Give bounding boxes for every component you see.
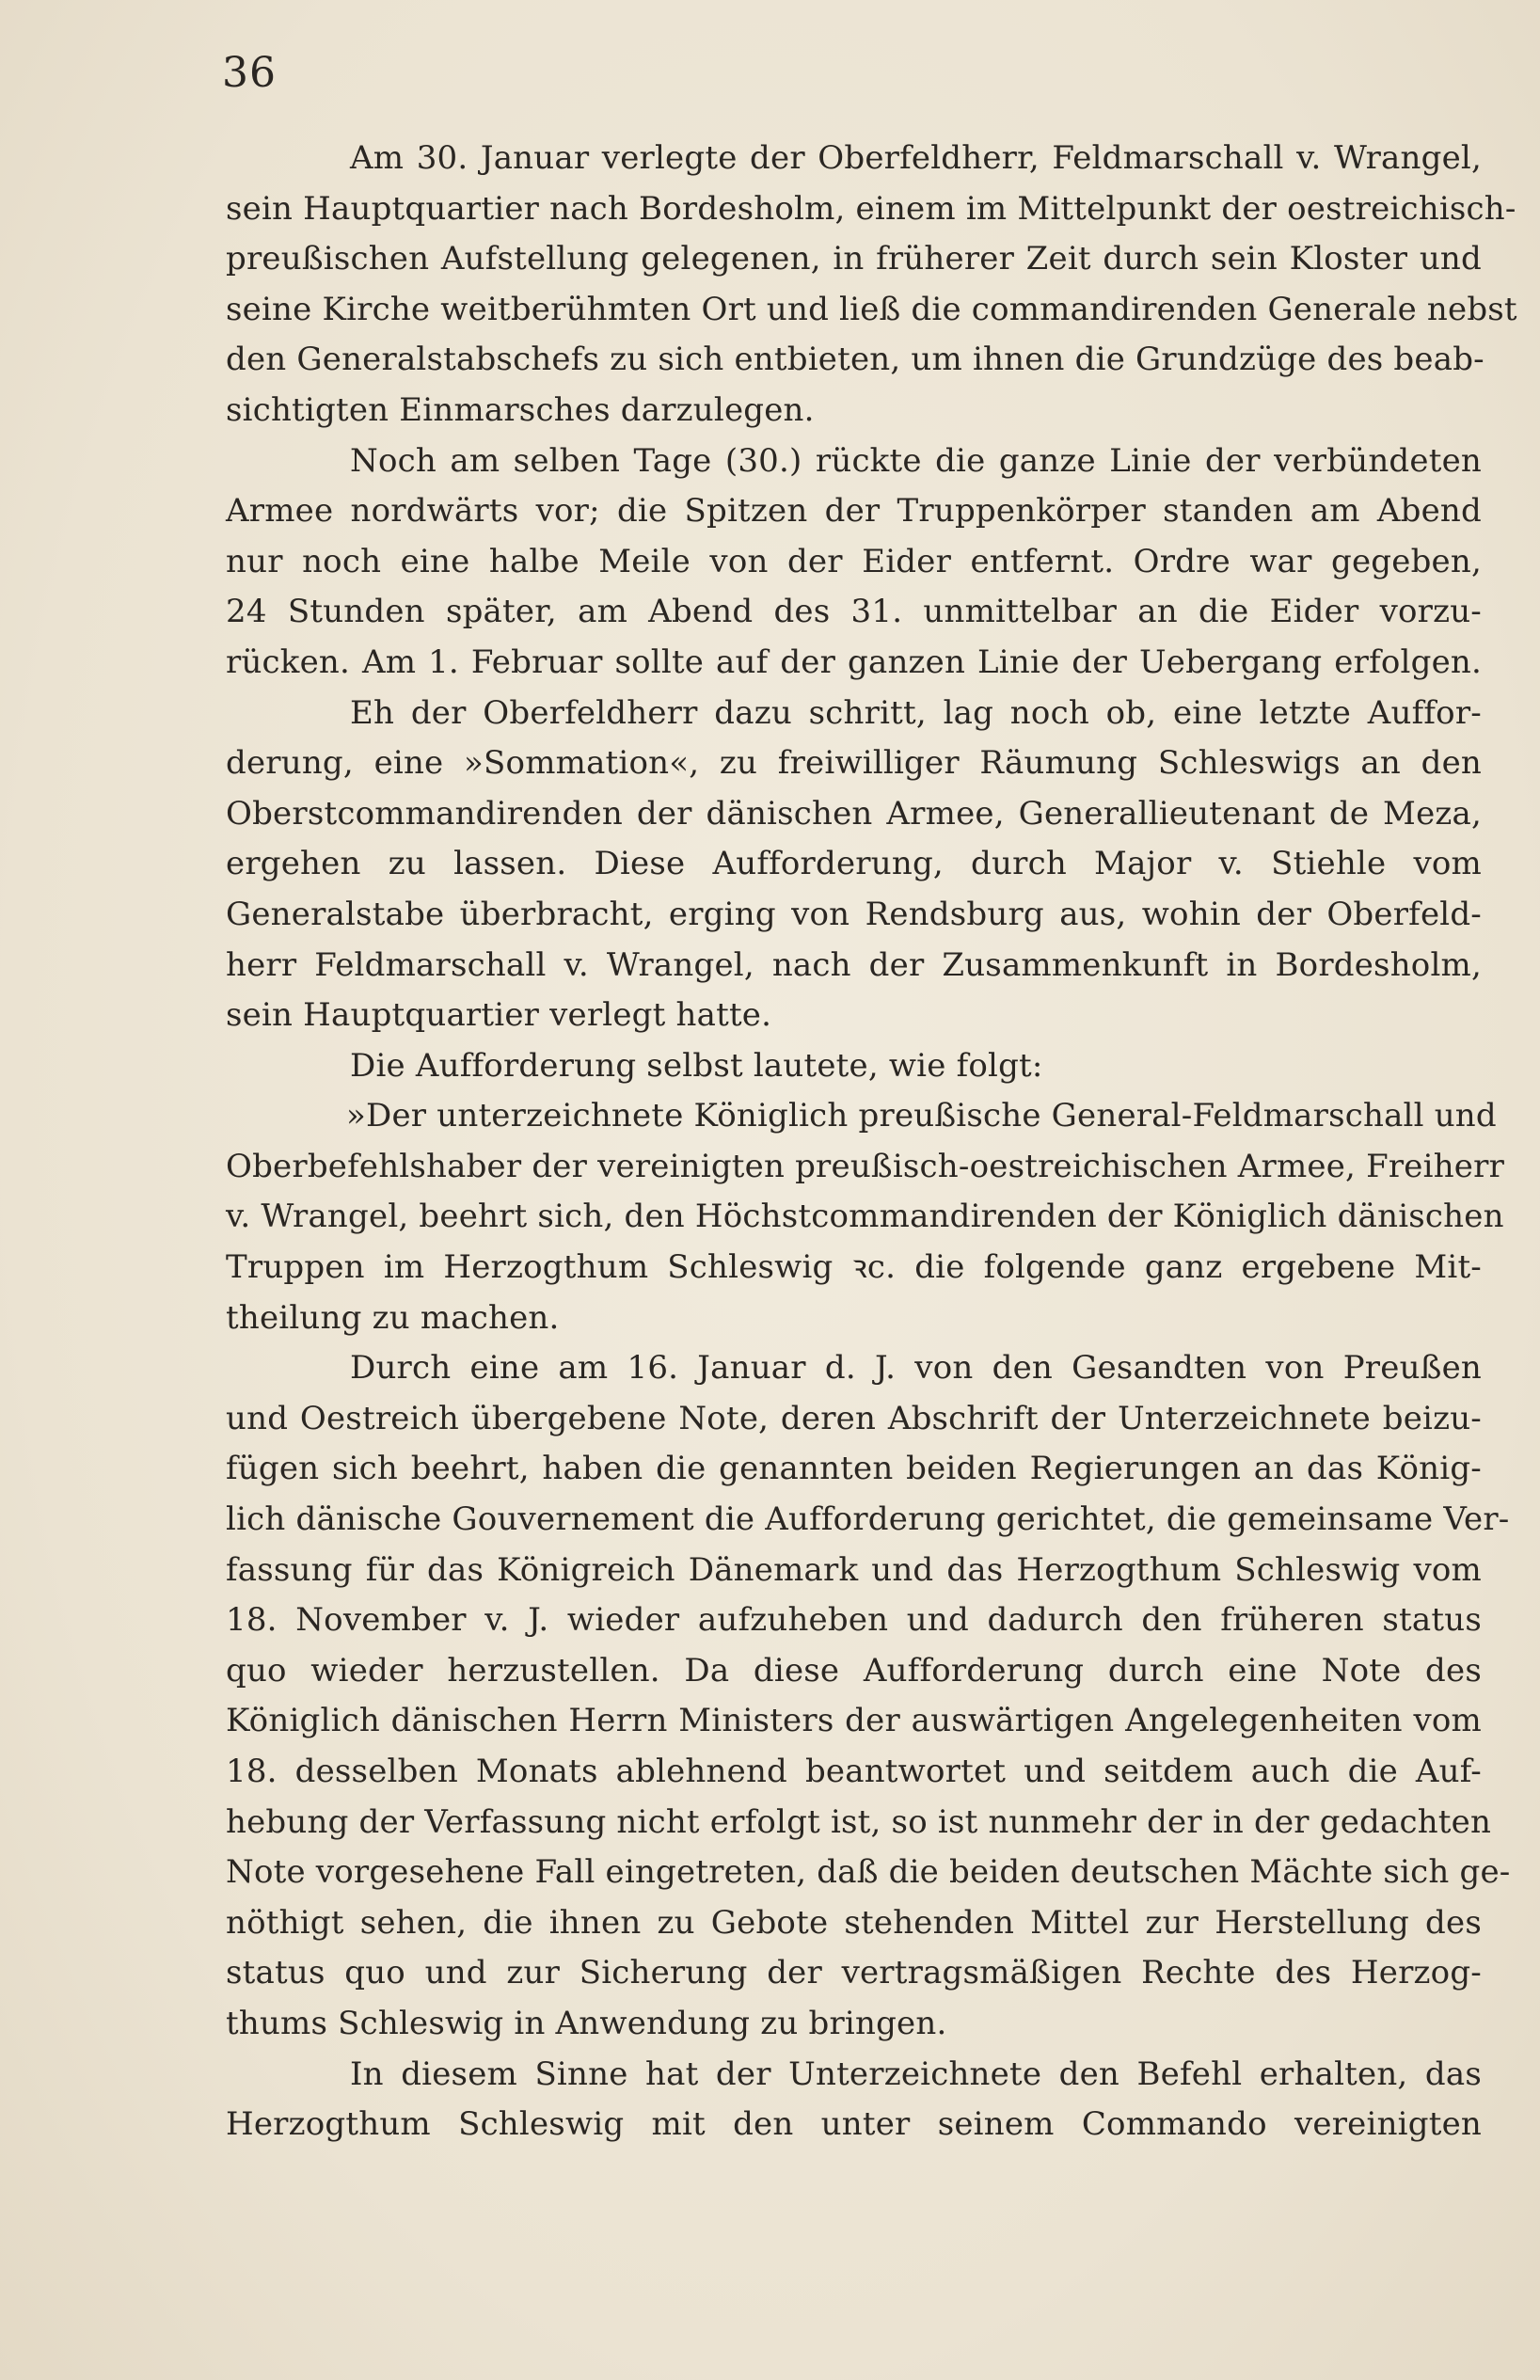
text-line: status quo und zur Sicherung der vertragsmäßigen Rechte des Herzog- [226, 1954, 1482, 1992]
text-line: fassung für das Königreich Dänemark und das Herzogthum Schleswig vom [226, 1550, 1482, 1589]
text-line: und Oestreich übergebene Note, deren Abschrift der Unterzeichnete beizu- [226, 1399, 1482, 1437]
text-line: den Generalstabschefs zu sich entbieten, um ihnen die Grundzüge des beab- [226, 341, 1484, 379]
text-line: fügen sich beehrt, haben die genannten beiden Regierungen an das König- [226, 1450, 1482, 1488]
text-line: rücken. Am 1. Februar sollte auf der ganzen Linie der Uebergang erfolgen. [226, 643, 1482, 681]
text-line: v. Wrangel, beehrt sich, den Höchstcommandirenden der Königlich dänischen [226, 1198, 1504, 1236]
body-text [226, 134, 1517, 2150]
text-line: sein Hauptquartier verlegt hatte. [226, 996, 772, 1035]
text-line: Note vorgesehene Fall eingetreten, daß die beiden deutschen Mächte sich ge- [226, 1853, 1511, 1892]
text-line: Oberstcommandirenden der dänischen Armee, Generallieutenant de Meza, [226, 794, 1482, 833]
text-line: ergehen zu lassen. Diese Aufforderung, durch Major v. Stiehle vom [226, 845, 1482, 883]
text-line: thums Schleswig in Anwendung zu bringen. [226, 2004, 947, 2042]
text-line: quo wieder herzustellen. Da diese Aufforderung durch eine Note des [226, 1651, 1482, 1690]
text-line: Durch eine am 16. Januar d. J. von den Gesandten von Preußen [350, 1349, 1482, 1388]
text-line: Truppen im Herzogthum Schleswig ꝛc. die folgende ganz ergebene Mit- [226, 1248, 1482, 1287]
text-line: Die Aufforderung selbst lautete, wie folgt: [350, 1046, 1043, 1085]
text-line: seine Kirche weitberühmten Ort und ließ die commandirenden Generale nebst [226, 290, 1517, 328]
text-line: nur noch eine halbe Meile von der Eider entfernt. Ordre war gegeben, [226, 542, 1482, 580]
text-line: 18. desselben Monats ablehnend beantwortet und seitdem auch die Auf- [226, 1753, 1482, 1790]
text-line: derung, eine »Sommation«, zu freiwilliger Räumung Schleswigs an den [226, 744, 1482, 783]
text-line: Noch am selben Tage (30.) rückte die ganze Linie der verbündeten [350, 441, 1482, 480]
text-line: Oberbefehlshaber der vereinigten preußisch-oestreichischen Armee, Freiherr [226, 1147, 1505, 1185]
page-number: 36 [222, 49, 277, 97]
text-line: nöthigt sehen, die ihnen zu Gebote stehenden Mittel zur Herstellung des [226, 1903, 1482, 1942]
text-line: Am 30. Januar verlegte der Oberfeldherr, Feldmarschall v. Wrangel, [350, 139, 1482, 177]
text-line: 24 Stunden später, am Abend des 31. unmittelbar an die Eider vorzu- [226, 593, 1482, 631]
text-line: In diesem Sinne hat der Unterzeichnete den Befehl erhalten, das [350, 2055, 1482, 2093]
text-line: sein Hauptquartier nach Bordesholm, einem im Mittelpunkt der oestreichisch- [226, 189, 1516, 228]
text-line: hebung der Verfassung nicht erfolgt ist, so ist nunmehr der in der gedachten [226, 1802, 1492, 1841]
text-line: Armee nordwärts vor; die Spitzen der Truppenkörper standen am Abend [226, 492, 1482, 531]
text-line: Generalstabe überbracht, erging von Rendsburg aus, wohin der Oberfeld- [226, 895, 1482, 933]
text-line: 18. November v. J. wieder aufzuheben und dadurch den früheren status [226, 1601, 1482, 1640]
text-line: lich dänische Gouvernement die Aufforderung gerichtet, die gemeinsame Ver- [226, 1500, 1510, 1539]
text-line: Eh der Oberfeldherr dazu schritt, lag noch ob, eine letzte Auffor- [350, 693, 1482, 732]
text-line: »Der unterzeichnete Königlich preußische General-Feldmarschall und [346, 1097, 1497, 1135]
text-line: herr Feldmarschall v. Wrangel, nach der Zusammenkunft in Bordesholm, [226, 945, 1482, 984]
text-line: Königlich dänischen Herrn Ministers der auswärtigen Angelegenheiten vom [226, 1702, 1482, 1740]
text-line: sichtigten Einmarsches darzulegen. [226, 390, 815, 429]
text-line: preußischen Aufstellung gelegenen, in früherer Zeit durch sein Kloster und [226, 240, 1482, 278]
text-line: Herzogthum Schleswig mit den unter seinem Commando vereinigten [226, 2105, 1482, 2144]
text-line: theilung zu machen. [226, 1298, 560, 1337]
